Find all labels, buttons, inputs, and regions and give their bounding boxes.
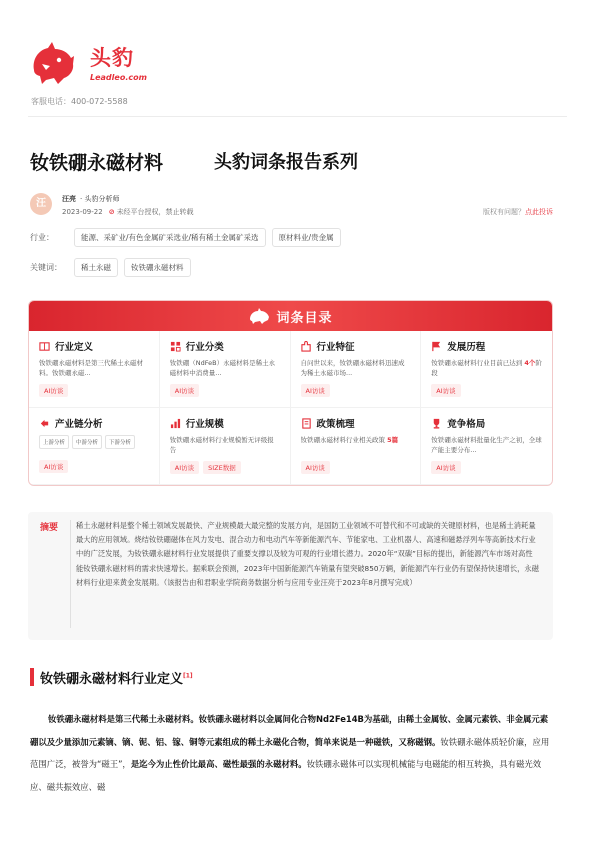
catalog-item-title: 竞争格局 xyxy=(447,419,486,430)
author-name[interactable]: 汪亮 xyxy=(62,195,76,203)
catalog-item-desc: 钕铁硼（NdFeB）永磁材料是稀土永磁材料中消费量... xyxy=(169,359,276,377)
body-bold-1: 钕铁硼永磁材料是第三代稀土永磁材料。钕铁硼永磁材料以金属间化合物Nd2Fe14B为基础，由稀土金属钕、金属元素铁、非金属元素硼以及少量添加元素镝、镝、铌、铝、镓、铜等元素组成的稀土永磁化合物，简单来说是一种磁铁，又称磁钢。 xyxy=(30,714,549,747)
catalog-item-desc: 钕铁硼永磁材料行业目前已达到 4个阶段 xyxy=(431,359,542,377)
catalog-item-history[interactable] xyxy=(421,331,552,408)
section-accent-bar xyxy=(30,668,34,686)
flag-icon xyxy=(431,341,442,352)
keyword-label: 关键词： xyxy=(30,263,62,272)
ai-interview-button[interactable]: AI访谈 xyxy=(170,461,199,474)
industry-row xyxy=(30,228,347,247)
industry-label: 行业： xyxy=(30,233,54,242)
catalog-item-desc: 钕铁硼永磁材料行业相关政策 5篇 xyxy=(300,436,399,444)
ai-interview-button[interactable]: AI访谈 xyxy=(431,384,460,397)
catalog-header xyxy=(29,301,552,331)
ai-interview-button[interactable]: AI访谈 xyxy=(170,384,199,397)
catalog-item-title: 产业链分析 xyxy=(55,419,103,430)
body-plain-1: 钕铁硼永磁体质轻价廉，应用范围广泛，被誉为“磁王”， xyxy=(30,736,550,769)
leopard-icon xyxy=(248,308,270,324)
author-role: · 头豹分析师 xyxy=(80,195,120,203)
summary-label: 摘要 xyxy=(40,523,59,533)
copyright-question: 版权有问题？ xyxy=(483,208,525,216)
chart-icon xyxy=(170,418,181,429)
summary-divider xyxy=(70,520,71,628)
header-divider xyxy=(28,116,567,117)
catalog-item-desc: 自问世以来，钕铁硼永磁材料迅速成为稀土永磁市场... xyxy=(300,359,405,377)
midstream-tag[interactable]: 中游分析 xyxy=(72,435,102,449)
keyword-tag[interactable]: 钕铁硼永磁材料 xyxy=(124,258,191,277)
ai-interview-button[interactable]: AI访谈 xyxy=(301,461,330,474)
body-bold-2: 是迄今为止性价比最高、磁性最强的永磁材料。 xyxy=(130,759,307,769)
catalog-item-policy[interactable] xyxy=(291,408,422,485)
book-icon xyxy=(39,341,50,352)
ai-interview-button[interactable]: AI访谈 xyxy=(431,461,460,474)
catalog-panel xyxy=(28,300,553,486)
publish-date: 2023-09-22 xyxy=(62,208,103,216)
body-plain-2: 钕铁硼永磁体可以实现机械能与电磁能的相互转换，具有磁光效应、磁共振效应、磁 xyxy=(30,759,542,792)
section-title: 钕铁硼永磁材料行业定义[1] xyxy=(40,672,193,687)
industry-tag[interactable]: 能源、采矿业/有色金属矿采选业/稀有稀土金属矿采选 xyxy=(74,228,266,247)
leopard-logo-icon xyxy=(28,40,76,86)
keyword-row xyxy=(30,258,197,277)
upstream-tag[interactable]: 上游分析 xyxy=(39,435,69,449)
grid-icon xyxy=(170,341,181,352)
catalog-item-classification[interactable] xyxy=(160,331,291,408)
footnote-ref[interactable]: [1] xyxy=(183,672,193,680)
ai-interview-button[interactable]: AI访谈 xyxy=(39,384,68,397)
puzzle-icon xyxy=(301,341,312,352)
catalog-item-desc: 钕铁硼永磁材料是第三代稀土永磁材料。钕铁硼永磁... xyxy=(39,359,143,377)
brand-name-en: Leadleo.com xyxy=(90,73,147,82)
trophy-icon xyxy=(431,418,442,429)
forbidden-icon: ⊘ xyxy=(108,208,115,216)
catalog-item-desc: 钕铁硼永磁材料行业规模暂无评级报告 xyxy=(169,436,274,454)
date-line xyxy=(62,207,194,217)
catalog-item-industry-chain[interactable] xyxy=(29,408,160,485)
page-title: 钕铁硼永磁材料 xyxy=(30,152,164,174)
ai-interview-button[interactable]: AI访谈 xyxy=(39,460,68,473)
downstream-tag[interactable]: 下游分析 xyxy=(105,435,135,449)
catalog-grid xyxy=(29,331,552,485)
hotline: 客服电话：400-072-5588 xyxy=(31,97,128,106)
summary-box xyxy=(28,512,553,640)
catalog-item-title: 行业特征 xyxy=(316,342,355,353)
catalog-item-title: 行业分类 xyxy=(185,342,224,353)
keyword-tag[interactable]: 稀土永磁 xyxy=(74,258,118,277)
author-line xyxy=(62,194,119,204)
brand-logo[interactable] xyxy=(28,40,188,92)
avatar[interactable]: 汪 xyxy=(30,193,52,215)
ai-interview-button[interactable]: AI访谈 xyxy=(301,384,330,397)
catalog-item-desc: 钕铁硼永磁材料批量化生产之初，全球产能主要分布... xyxy=(431,436,542,454)
size-data-button[interactable]: SIZE数据 xyxy=(203,461,241,474)
document-icon xyxy=(301,418,312,429)
industry-tag[interactable]: 原材料业/贵金属 xyxy=(272,228,341,247)
brand-name-cn: 头豹 xyxy=(90,46,134,70)
body-paragraph xyxy=(30,708,554,798)
catalog-item-title: 行业规模 xyxy=(185,419,224,430)
catalog-item-definition[interactable] xyxy=(29,331,160,408)
page-subtitle: 头豹词条报告系列 xyxy=(214,152,358,173)
chain-subtags xyxy=(39,435,149,449)
copyright-report xyxy=(483,207,553,217)
catalog-item-features[interactable] xyxy=(291,331,422,408)
catalog-item-title: 行业定义 xyxy=(55,342,94,353)
catalog-item-title: 发展历程 xyxy=(447,342,486,353)
catalog-item-competition[interactable] xyxy=(421,408,552,485)
report-link[interactable]: 点此投诉 xyxy=(525,208,553,216)
catalog-title: 词条目录 xyxy=(276,310,333,326)
catalog-item-scale[interactable] xyxy=(160,408,291,485)
summary-text: 稀土永磁材料是整个稀土领域发展最快、产业规模最大最完整的发展方向，是国防工业领域不可替代和不可或缺的关键原材料，也是稀土消耗量最大的应用领域。烧结钕铁硼磁体在风力发电、混合动力和电动汽车等新能源汽车、节能家电、工业机器人、高速和磁悬浮列车等高新技术行业中的广泛发展，为钕铁硼永磁材料行业发展提供了重要支撑以及较为可观的行业增长潜力。2020年“双碳”目标的提出，新能源汽车市场对高性能钕铁硼永磁材料的需求快速增长。据乘联会预测，2023年中国新能源汽车销量有望突破850万辆，新能源汽车行业仍有望保持快速增长，永磁材料行业迎来黄金发展期。（该报告由和君职业学院商务数据分析与应用专业汪亮于2023年8月撰写完成） xyxy=(76,521,540,587)
chain-icon xyxy=(39,418,50,429)
copy-notice: 未经平台授权，禁止转载 xyxy=(116,208,194,216)
catalog-item-title: 政策梳理 xyxy=(316,419,355,430)
